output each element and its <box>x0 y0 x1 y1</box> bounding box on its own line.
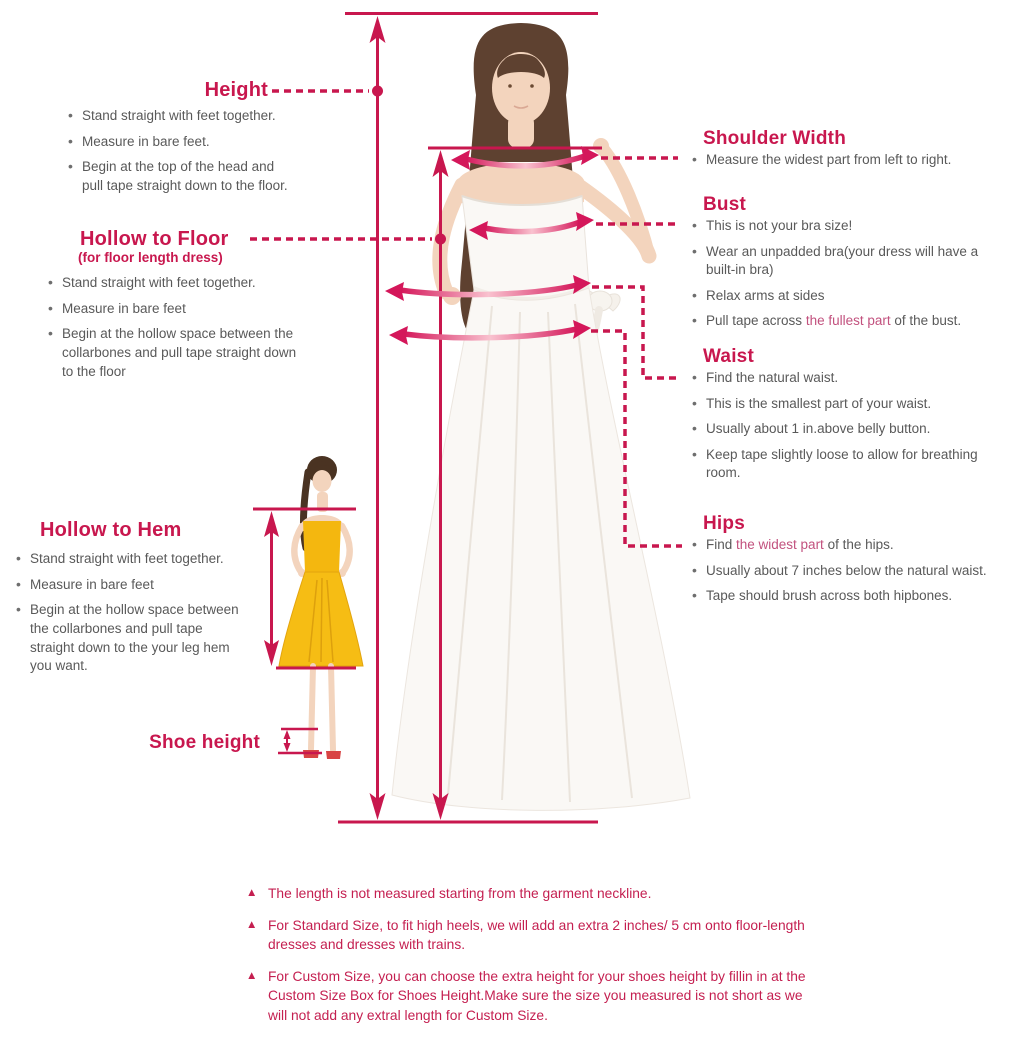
shoe-height-measure <box>278 729 322 753</box>
hollow-to-hem-title: Hollow to Hem <box>40 519 182 541</box>
bust-bullet-list <box>690 217 995 331</box>
hollow-to-floor-title: Hollow to Floor <box>80 228 229 250</box>
height-section <box>20 79 288 203</box>
bullet-text: of the hips. <box>823 536 894 552</box>
hollow-to-floor-bullet-list <box>46 274 297 381</box>
bullet-item: • Wear an unpadded bra(your dress will have a built-in bra) <box>690 243 995 280</box>
shoe-height-label: Shoe height <box>149 732 260 753</box>
footnote-list <box>246 884 824 1025</box>
hips-section <box>690 514 1008 613</box>
bust-title: Bust <box>703 194 747 215</box>
bullet-item: • Relax arms at sides <box>690 287 995 306</box>
bullet-item <box>690 312 995 331</box>
bullet-item: • Keep tape slightly loose to allow for breathing room. <box>690 446 995 483</box>
bullet-item: • Measure the widest part from left to right. <box>690 151 1008 170</box>
bullet-item: • Measure in bare feet. <box>66 133 298 152</box>
highlighted-text: the fullest part <box>805 313 891 329</box>
shoulder-width-bullet-list <box>690 151 1008 170</box>
bullet-item: • Measure in bare feet <box>14 576 250 595</box>
hips-title: Hips <box>703 513 745 534</box>
height-title: Height <box>204 79 268 101</box>
waist-section <box>690 347 1008 490</box>
bullet-item: • Stand straight with feet together. <box>66 107 298 126</box>
model-photo-large <box>392 23 690 810</box>
bullet-text: of the bust. <box>890 313 962 329</box>
footnote-item: ▲ The length is not measured starting from the garment neckline. <box>246 884 824 904</box>
bullet-item: • Find the natural waist. <box>690 369 995 388</box>
hollow-to-hem-section <box>14 519 266 683</box>
bullet-item: • Begin at the top of the head and pull tape straight down to the floor. <box>66 158 298 195</box>
footnotes-section <box>246 884 824 1037</box>
bullet-item: • Stand straight with feet together. <box>14 550 250 569</box>
shoulder-width-section <box>690 129 1008 177</box>
waist-title: Waist <box>703 346 754 367</box>
hips-bullet-list <box>690 536 1000 606</box>
waist-bullet-list <box>690 369 995 483</box>
bullet-text: Pull tape across <box>706 313 806 329</box>
shoulder-width-title: Shoulder Width <box>703 128 846 149</box>
bullet-item: • Measure in bare feet <box>46 300 297 319</box>
height-bullet-list <box>66 107 298 196</box>
highlighted-text: the widest part <box>736 536 824 552</box>
bullet-text: Find <box>706 536 737 552</box>
model-photo-small <box>279 456 363 759</box>
bullet-item: • Stand straight with feet together. <box>46 274 297 293</box>
hollow-to-floor-subtitle: (for floor length dress) <box>78 250 223 265</box>
bullet-item: • Usually about 1 in.above belly button. <box>690 420 995 439</box>
bullet-item: • Tape should brush across both hipbones. <box>690 587 1000 606</box>
footnote-item: ▲ For Standard Size, to fit high heels, we will add an extra 2 inches/ 5 cm onto floor-length dresses and dresses with trains. <box>246 916 824 955</box>
bullet-item: • Usually about 7 inches below the natural waist. <box>690 562 1000 581</box>
bullet-item <box>690 536 1000 555</box>
hollow-to-hem-bullet-list <box>14 550 250 676</box>
hollow-to-floor-section <box>46 228 306 388</box>
bullet-item: • This is the smallest part of your waist. <box>690 395 995 414</box>
bust-section <box>690 195 1008 338</box>
footnote-item: ▲ For Custom Size, you can choose the extra height for your shoes height by fillin in at the Custom Size Box for Shoes Height.Make sure the size you measured is not short as we will not add any extral length for Custom Size. <box>246 967 824 1026</box>
bullet-item: • Begin at the hollow space between the collarbones and pull tape straight down to the floor <box>46 325 297 381</box>
bullet-item: • This is not your bra size! <box>690 217 995 236</box>
bullet-item: • Begin at the hollow space between the collarbones and pull tape straight down to the your leg hem you want. <box>14 601 250 676</box>
